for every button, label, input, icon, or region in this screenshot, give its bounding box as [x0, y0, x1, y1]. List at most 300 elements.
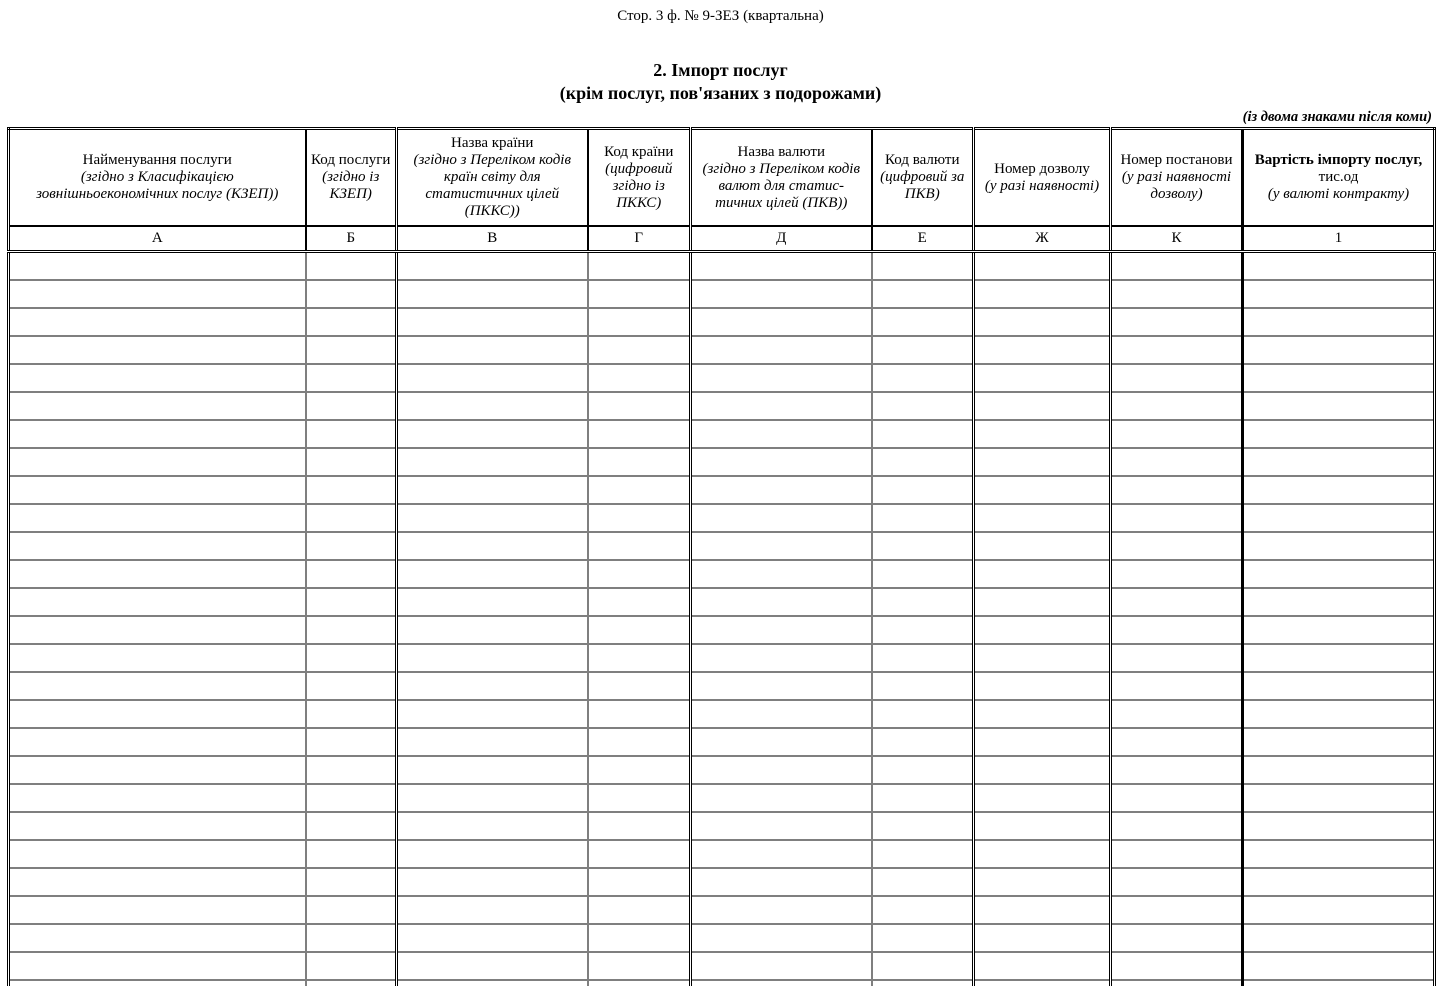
table-cell — [1111, 812, 1243, 840]
table-cell — [974, 392, 1111, 420]
table-cell — [588, 700, 691, 728]
table-cell — [9, 252, 306, 281]
table-cell — [397, 868, 588, 896]
table-cell — [974, 560, 1111, 588]
column-header-line: Код країни — [604, 143, 674, 160]
table-row — [9, 252, 1435, 281]
column-header-line: Назва валюти — [737, 143, 825, 160]
table-cell — [1243, 364, 1435, 392]
table-cell — [872, 308, 974, 336]
column-header-Б — [306, 129, 397, 227]
table-cell — [1111, 392, 1243, 420]
table-cell — [872, 476, 974, 504]
table-cell — [306, 476, 397, 504]
precision-note: (із двома знаками після коми) — [1242, 109, 1432, 125]
table-cell — [974, 812, 1111, 840]
table-cell — [691, 728, 872, 756]
table-cell — [872, 588, 974, 616]
table-cell — [974, 896, 1111, 924]
table-cell — [306, 756, 397, 784]
table-cell — [306, 448, 397, 476]
table-cell — [9, 784, 306, 812]
table-cell — [588, 560, 691, 588]
table-cell — [691, 392, 872, 420]
table-cell — [974, 252, 1111, 281]
table-cell — [974, 700, 1111, 728]
table-row — [9, 336, 1435, 364]
table-cell — [691, 336, 872, 364]
table-cell — [9, 392, 306, 420]
table-cell — [1111, 308, 1243, 336]
table-cell — [397, 812, 588, 840]
table-row — [9, 896, 1435, 924]
table-cell — [1111, 700, 1243, 728]
column-header-А — [9, 129, 306, 227]
table-cell — [9, 336, 306, 364]
table-cell — [1243, 980, 1435, 986]
table-cell — [9, 644, 306, 672]
table-cell — [306, 532, 397, 560]
table-cell — [691, 644, 872, 672]
table-cell — [691, 280, 872, 308]
table-cell — [1243, 756, 1435, 784]
table-cell — [872, 280, 974, 308]
table-cell — [397, 336, 588, 364]
table-row — [9, 868, 1435, 896]
table-cell — [872, 868, 974, 896]
table-cell — [974, 280, 1111, 308]
table-cell — [974, 840, 1111, 868]
table-cell — [974, 420, 1111, 448]
table-cell — [1243, 896, 1435, 924]
table-cell — [306, 980, 397, 986]
table-cell — [306, 812, 397, 840]
table-cell — [9, 532, 306, 560]
table-cell — [588, 952, 691, 980]
table-cell — [974, 476, 1111, 504]
table-cell — [9, 560, 306, 588]
table-cell — [1243, 672, 1435, 700]
table-cell — [397, 840, 588, 868]
table-cell — [691, 588, 872, 616]
table-cell — [9, 308, 306, 336]
table-cell — [397, 280, 588, 308]
column-header-line: (згідно з Переліком кодів країн світу для статистичних цілей (ПККС)) — [413, 152, 571, 219]
section-subtitle: (крім послуг, пов'язаних з подорожами) — [559, 83, 882, 103]
table-cell — [1111, 336, 1243, 364]
table-cell — [974, 364, 1111, 392]
table-cell — [1111, 364, 1243, 392]
table-cell — [397, 924, 588, 952]
table-cell — [306, 784, 397, 812]
table-cell — [1111, 672, 1243, 700]
table-cell — [397, 952, 588, 980]
table-cell — [588, 812, 691, 840]
table-cell — [397, 756, 588, 784]
table-cell — [691, 672, 872, 700]
table-cell — [872, 532, 974, 560]
table-cell — [9, 420, 306, 448]
table-cell — [397, 728, 588, 756]
table-cell — [1111, 588, 1243, 616]
table-cell — [306, 616, 397, 644]
column-header-line: Номер постанови — [1120, 152, 1233, 168]
table-cell — [588, 364, 691, 392]
table-cell — [588, 840, 691, 868]
column-header-line: Код валюти — [885, 152, 960, 168]
table-cell — [397, 784, 588, 812]
table-cell — [691, 364, 872, 392]
table-row — [9, 588, 1435, 616]
table-cell — [1243, 336, 1435, 364]
table-cell — [1243, 280, 1435, 308]
table-row — [9, 728, 1435, 756]
table-cell — [9, 672, 306, 700]
table-cell — [974, 532, 1111, 560]
table-cell — [306, 392, 397, 420]
table-cell — [588, 420, 691, 448]
table-cell — [9, 756, 306, 784]
table-cell — [9, 504, 306, 532]
table-cell — [588, 756, 691, 784]
column-letter-Б: Б — [306, 226, 397, 252]
table-cell — [872, 784, 974, 812]
table-cell — [691, 308, 872, 336]
table-cell — [9, 728, 306, 756]
table-cell — [1111, 868, 1243, 896]
table-cell — [872, 952, 974, 980]
table-cell — [1111, 448, 1243, 476]
table-cell — [306, 252, 397, 281]
column-header-line: Найменування послуги — [82, 152, 232, 168]
table-cell — [397, 560, 588, 588]
table-cell — [588, 980, 691, 986]
table-cell — [1243, 532, 1435, 560]
table-cell — [588, 896, 691, 924]
table-cell — [588, 532, 691, 560]
table-cell — [9, 840, 306, 868]
table-cell — [691, 252, 872, 281]
table-row — [9, 644, 1435, 672]
table-cell — [872, 924, 974, 952]
table-cell — [1111, 980, 1243, 986]
table-cell — [1111, 784, 1243, 812]
table-cell — [974, 728, 1111, 756]
table-cell — [1243, 420, 1435, 448]
table-cell — [1111, 644, 1243, 672]
table-cell — [1111, 756, 1243, 784]
table-cell — [1243, 812, 1435, 840]
table-cell — [306, 280, 397, 308]
table-cell — [588, 448, 691, 476]
table-cell — [397, 980, 588, 986]
table-cell — [691, 784, 872, 812]
column-letter-1: 1 — [1243, 226, 1435, 252]
column-header-line: тис.од — [1318, 169, 1359, 185]
table-cell — [974, 644, 1111, 672]
page-header-note: Стор. 3 ф. № 9-ЗЕЗ (квартальна) — [617, 8, 824, 24]
table-row — [9, 924, 1435, 952]
table-cell — [9, 980, 306, 986]
table-cell — [691, 980, 872, 986]
table-cell — [306, 644, 397, 672]
table-cell — [691, 560, 872, 588]
column-header-line: (згідно з Класифікацією зовнішньоекономічних послуг (КЗЕП)) — [36, 169, 279, 202]
column-header-line: Код послуги — [311, 152, 391, 168]
table-header — [9, 129, 1435, 252]
column-header-Г — [588, 129, 691, 227]
column-header-Ж — [974, 129, 1111, 227]
table-cell — [1111, 728, 1243, 756]
table-cell — [1111, 952, 1243, 980]
table-cell — [872, 896, 974, 924]
table-cell — [1111, 504, 1243, 532]
table-cell — [1243, 252, 1435, 281]
column-letter-В: В — [397, 226, 588, 252]
table-cell — [397, 308, 588, 336]
table-cell — [1111, 560, 1243, 588]
table-cell — [1243, 448, 1435, 476]
table-cell — [1111, 924, 1243, 952]
table-cell — [974, 952, 1111, 980]
table-cell — [1111, 252, 1243, 281]
table-cell — [872, 504, 974, 532]
table-cell — [306, 896, 397, 924]
table-cell — [397, 644, 588, 672]
table-cell — [974, 448, 1111, 476]
column-header-line: (згідно з Переліком кодів валют для статис-тичних цілей (ПКВ)) — [702, 160, 860, 211]
table-cell — [1243, 700, 1435, 728]
table-cell — [691, 756, 872, 784]
table-cell — [691, 812, 872, 840]
table-cell — [974, 588, 1111, 616]
table-cell — [691, 448, 872, 476]
table-cell — [1243, 924, 1435, 952]
table-cell — [974, 924, 1111, 952]
column-header-line: Вартість імпорту послуг, — [1254, 152, 1423, 168]
table-cell — [397, 588, 588, 616]
table-cell — [872, 812, 974, 840]
table-cell — [397, 420, 588, 448]
table-cell — [1243, 784, 1435, 812]
table-cell — [9, 812, 306, 840]
table-cell — [872, 392, 974, 420]
table-cell — [588, 504, 691, 532]
table-cell — [1243, 560, 1435, 588]
column-letter-Д: Д — [691, 226, 872, 252]
table-cell — [588, 728, 691, 756]
table-cell — [588, 280, 691, 308]
table-cell — [306, 700, 397, 728]
table-row — [9, 280, 1435, 308]
column-header-line: Номер дозволу — [994, 160, 1090, 177]
table-cell — [872, 644, 974, 672]
section-title-block — [0, 59, 1441, 105]
table-cell — [306, 420, 397, 448]
table-cell — [306, 924, 397, 952]
table-cell — [691, 896, 872, 924]
table-cell — [306, 952, 397, 980]
column-header-line: (у разі наявності) — [984, 177, 1100, 194]
column-letter-К: К — [1111, 226, 1243, 252]
table-cell — [872, 364, 974, 392]
table-cell — [9, 952, 306, 980]
table-cell — [974, 504, 1111, 532]
table-cell — [691, 700, 872, 728]
column-header-line: (у валюті контракту) — [1267, 186, 1410, 202]
column-letter-Ж: Ж — [974, 226, 1111, 252]
table-row — [9, 952, 1435, 980]
table-cell — [306, 308, 397, 336]
table-cell — [1243, 588, 1435, 616]
table-cell — [1243, 840, 1435, 868]
table-cell — [974, 756, 1111, 784]
table-cell — [872, 616, 974, 644]
table-cell — [1111, 616, 1243, 644]
table-cell — [691, 952, 872, 980]
table-cell — [588, 476, 691, 504]
table-cell — [397, 616, 588, 644]
table-cell — [872, 840, 974, 868]
column-header-line: (у разі наявності дозволу) — [1121, 169, 1232, 202]
table-cell — [872, 336, 974, 364]
import-services-table — [7, 127, 1436, 986]
table-cell — [691, 420, 872, 448]
table-cell — [9, 448, 306, 476]
table-cell — [306, 672, 397, 700]
table-row — [9, 672, 1435, 700]
table-cell — [397, 448, 588, 476]
table-cell — [1243, 728, 1435, 756]
table-cell — [397, 700, 588, 728]
table-row — [9, 616, 1435, 644]
column-header-line: (цифровий згідно із ПККС) — [605, 160, 673, 211]
table-cell — [397, 672, 588, 700]
table-cell — [1243, 308, 1435, 336]
table-cell — [397, 476, 588, 504]
table-row — [9, 532, 1435, 560]
table-cell — [872, 700, 974, 728]
table-cell — [588, 392, 691, 420]
table-cell — [974, 336, 1111, 364]
table-row — [9, 840, 1435, 868]
table-cell — [974, 616, 1111, 644]
table-row — [9, 476, 1435, 504]
table-cell — [691, 532, 872, 560]
table-cell — [306, 336, 397, 364]
table-cell — [397, 364, 588, 392]
table-cell — [9, 616, 306, 644]
table-row — [9, 392, 1435, 420]
column-letter-Г: Г — [588, 226, 691, 252]
table-cell — [1243, 476, 1435, 504]
column-header-В — [397, 129, 588, 227]
table-cell — [588, 644, 691, 672]
table-cell — [588, 672, 691, 700]
column-header-line: (згідно із КЗЕП) — [322, 169, 380, 202]
table-cell — [9, 280, 306, 308]
table-cell — [397, 504, 588, 532]
table-cell — [1111, 532, 1243, 560]
table-cell — [1243, 504, 1435, 532]
table-cell — [588, 924, 691, 952]
column-header-1 — [1243, 129, 1435, 227]
column-header-line: (цифровий за ПКВ) — [880, 169, 965, 202]
table-cell — [397, 252, 588, 281]
table-cell — [588, 784, 691, 812]
table-cell — [872, 420, 974, 448]
table-cell — [397, 532, 588, 560]
table-cell — [306, 868, 397, 896]
table-cell — [691, 504, 872, 532]
table-cell — [691, 476, 872, 504]
table-row — [9, 560, 1435, 588]
column-header-К — [1111, 129, 1243, 227]
table-cell — [872, 756, 974, 784]
table-cell — [1243, 644, 1435, 672]
table-cell — [1111, 896, 1243, 924]
table-cell — [588, 616, 691, 644]
table-row — [9, 812, 1435, 840]
section-title: 2. Імпорт послуг — [653, 60, 788, 80]
table-cell — [1111, 420, 1243, 448]
table-cell — [397, 392, 588, 420]
table-cell — [397, 896, 588, 924]
table-cell — [588, 336, 691, 364]
table-row — [9, 504, 1435, 532]
table-cell — [1243, 952, 1435, 980]
table-cell — [872, 728, 974, 756]
table-cell — [306, 840, 397, 868]
table-cell — [974, 672, 1111, 700]
table-row — [9, 756, 1435, 784]
table-cell — [974, 308, 1111, 336]
table-cell — [306, 504, 397, 532]
table-cell — [691, 868, 872, 896]
table-row — [9, 700, 1435, 728]
column-letter-Е: Е — [872, 226, 974, 252]
column-header-Д — [691, 129, 872, 227]
table-cell — [9, 476, 306, 504]
table-cell — [9, 868, 306, 896]
table-cell — [974, 784, 1111, 812]
table-cell — [9, 924, 306, 952]
table-cell — [872, 980, 974, 986]
table-cell — [306, 588, 397, 616]
table-cell — [588, 588, 691, 616]
table-cell — [974, 980, 1111, 986]
table-cell — [306, 364, 397, 392]
table-row — [9, 364, 1435, 392]
table-cell — [306, 728, 397, 756]
table-cell — [588, 868, 691, 896]
table-cell — [9, 700, 306, 728]
table-row — [9, 784, 1435, 812]
table-cell — [588, 308, 691, 336]
table-cell — [691, 924, 872, 952]
table-cell — [306, 560, 397, 588]
table-body — [9, 252, 1435, 986]
table-cell — [1243, 868, 1435, 896]
table-cell — [691, 616, 872, 644]
column-letter-А: А — [9, 226, 306, 252]
table-cell — [588, 252, 691, 281]
table-cell — [9, 896, 306, 924]
table-cell — [872, 252, 974, 281]
table-row — [9, 308, 1435, 336]
column-header-Е — [872, 129, 974, 227]
table-cell — [872, 672, 974, 700]
